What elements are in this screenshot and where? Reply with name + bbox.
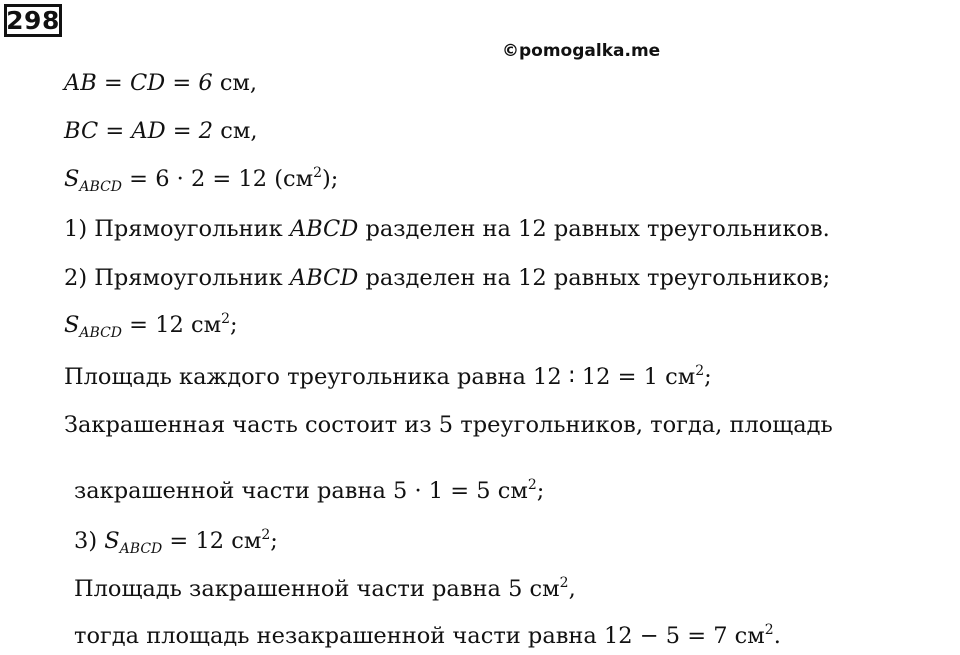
line-3-sup: 2 <box>313 165 323 181</box>
line-6-end: ; <box>230 312 238 338</box>
line-4-post: разделен на 12 равных треугольников. <box>358 216 830 242</box>
line-6-text: = 12 см <box>122 312 222 338</box>
line-8 <box>64 414 833 437</box>
line-11-text: Площадь закрашенной части равна 5 см <box>74 576 560 602</box>
line-3-end: ); <box>322 166 339 192</box>
line-11-end: , <box>568 576 576 602</box>
line-1 <box>64 72 257 95</box>
line-4 <box>64 218 830 241</box>
line-3-sub: ABCD <box>79 179 123 195</box>
line-8-text: Закрашенная часть состоит из 5 треугольников, тогда, площадь <box>64 412 833 438</box>
watermark: ©pomogalka.me <box>502 41 661 61</box>
line-10-sub: ABCD <box>119 541 163 557</box>
line-10-pre: 3) <box>74 528 105 554</box>
line-9-sup: 2 <box>527 477 537 493</box>
line-4-abcd: ABCD <box>289 216 359 242</box>
line-7-end: ; <box>704 364 712 390</box>
line-9-end: ; <box>536 478 545 504</box>
line-12 <box>74 622 781 649</box>
line-12-text: тогда площадь незакрашенной части равна 12 − 5 = 7 см <box>74 623 765 649</box>
line-6-sub: ABCD <box>79 325 123 341</box>
line-6-s: S <box>64 312 80 338</box>
line-4-pre: 1) Прямоугольник <box>64 216 290 242</box>
line-5-pre: 2) Прямоугольник <box>64 265 290 291</box>
line-7-sup: 2 <box>695 363 705 379</box>
line-10 <box>74 527 278 557</box>
line-10-sup: 2 <box>261 527 271 543</box>
line-3-text: = 6 · 2 = 12 (см <box>122 166 314 192</box>
line-1-math: AB = CD = 6 <box>64 70 213 96</box>
line-10-text: = 12 см <box>162 528 262 554</box>
line-9-text: закрашенной части равна 5 · 1 = 5 см <box>74 478 528 504</box>
line-7 <box>64 363 712 390</box>
line-11 <box>74 575 576 602</box>
line-10-s: S <box>104 528 120 554</box>
line-10-end: ; <box>270 528 278 554</box>
problem-number: 298 <box>4 4 62 37</box>
line-3-s: S <box>64 166 80 192</box>
line-5-post: разделен на 12 равных треугольников; <box>358 265 831 291</box>
line-12-sup: 2 <box>764 622 774 638</box>
line-9 <box>74 477 545 504</box>
line-7-text: Площадь каждого треугольника равна 12 ∶ 12 = 1 см <box>64 364 696 390</box>
line-3 <box>64 165 339 195</box>
line-2-math: BC = AD = 2 <box>64 118 214 144</box>
line-6-sup: 2 <box>221 311 230 327</box>
line-5 <box>64 267 830 290</box>
line-2-text: см, <box>213 118 258 144</box>
line-5-abcd: ABCD <box>289 265 359 291</box>
line-12-end: . <box>773 623 781 649</box>
line-2 <box>64 120 258 143</box>
line-11-sup: 2 <box>559 575 569 591</box>
line-6 <box>64 311 238 341</box>
line-1-text: см, <box>212 70 258 96</box>
